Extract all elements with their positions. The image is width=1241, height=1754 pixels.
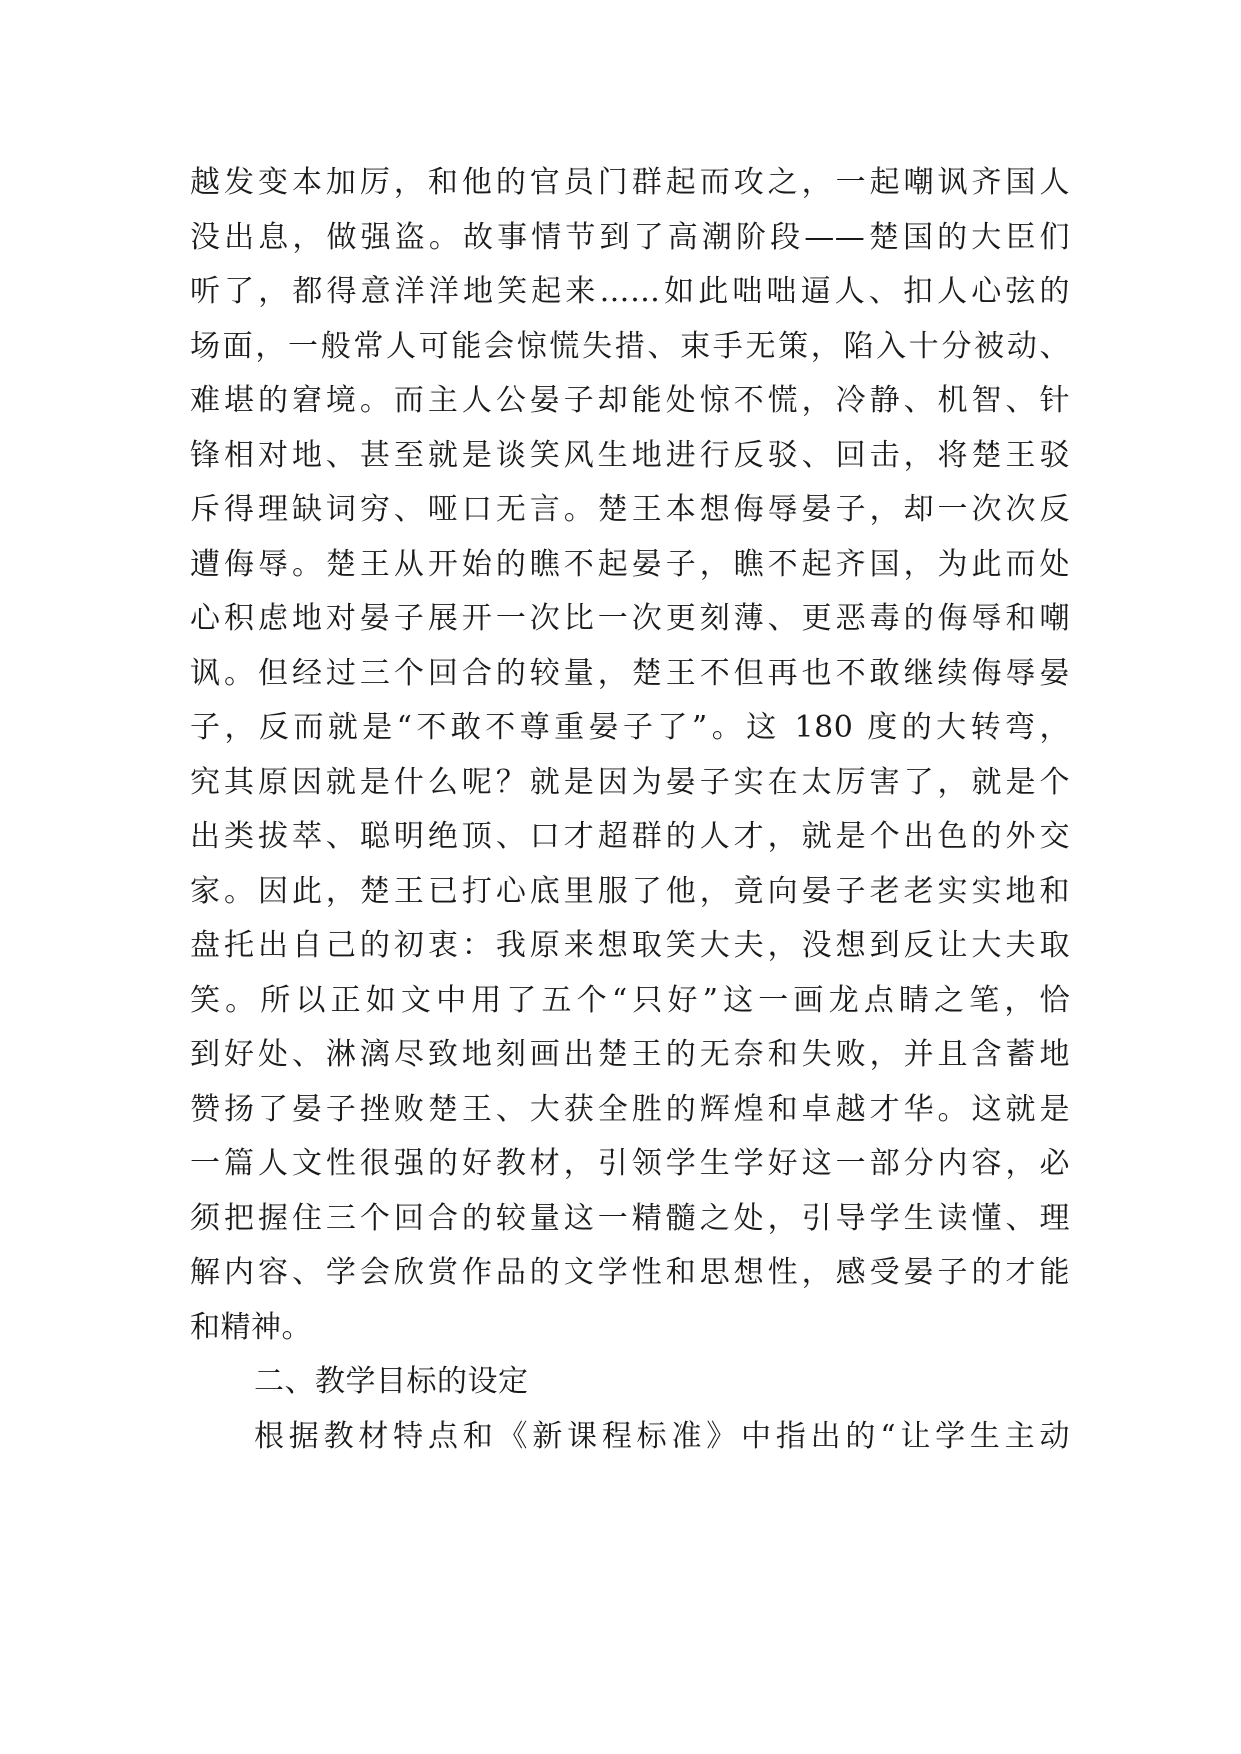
text-line: 家。因此，楚王已打心底里服了他，竟向晏子老老实实地和 [190,873,1070,909]
text-line: 笑。所以正如文中用了五个“只好”这一画龙点睛之笔，恰 [190,982,1070,1018]
text-line: 心积虑地对晏子展开一次比一次更刻薄、更恶毒的侮辱和嘲 [190,601,1070,636]
section-heading: 二、教学目标的设定 [254,1364,529,1399]
paragraph-start: 根据教材特点和《新课程标准》中指出的“让学生主动 [254,1418,1070,1454]
text-line: 赞扬了晏子挫败楚王、大获全胜的辉煌和卓越才华。这就是 [190,1091,1070,1127]
text-line: 和精神。 [190,1309,312,1345]
text-line: 没出息，做强盗。故事情节到了高潮阶段——楚国的大臣们 [190,219,1070,255]
text-line: 遭侮辱。楚王从开始的瞧不起晏子，瞧不起齐国，为此而处 [190,546,1070,582]
text-line: 场面，一般常人可能会惊慌失措、束手无策，陷入十分被动、 [190,328,1070,364]
text-line: 解内容、学会欣赏作品的文学性和思想性，感受晏子的才能 [190,1255,1070,1290]
text-line: 究其原因就是什么呢？就是因为晏子实在太厉害了，就是个 [190,764,1070,800]
text-line: 到好处、淋漓尽致地刻画出楚王的无奈和失败，并且含蓄地 [190,1037,1070,1072]
text-line: 一篇人文性很强的好教材，引领学生学好这一部分内容，必 [190,1146,1070,1181]
text-line: 锋相对地、甚至就是谈笑风生地进行反驳、回击，将楚王驳 [190,437,1070,473]
text-line: 斥得理缺词穷、哑口无言。楚王本想侮辱晏子，却一次次反 [190,492,1070,527]
body-text [190,156,1070,1464]
text-line: 难堪的窘境。而主人公晏子却能处惊不慌，冷静、机智、针 [190,383,1070,418]
text-line: 须把握住三个回合的较量这一精髓之处，引导学生读懂、理 [190,1200,1070,1236]
text-line: 听了，都得意洋洋地笑起来……如此咄咄逼人、扣人心弦的 [190,274,1070,309]
text-line: 出类拔萃、聪明绝顶、口才超群的人才，就是个出色的外交 [190,819,1070,854]
text-line: 子，反而就是“不敢不尊重晏子了”。这 180 度的大转弯， [190,710,1070,745]
text-line: 越发变本加厉，和他的官员门群起而攻之，一起嘲讽齐国人 [190,165,1070,200]
text-line: 讽。但经过三个回合的较量，楚王不但再也不敢继续侮辱晏 [190,655,1070,691]
text-line: 盘托出自己的初衷：我原来想取笑大夫，没想到反让大夫取 [190,928,1070,963]
